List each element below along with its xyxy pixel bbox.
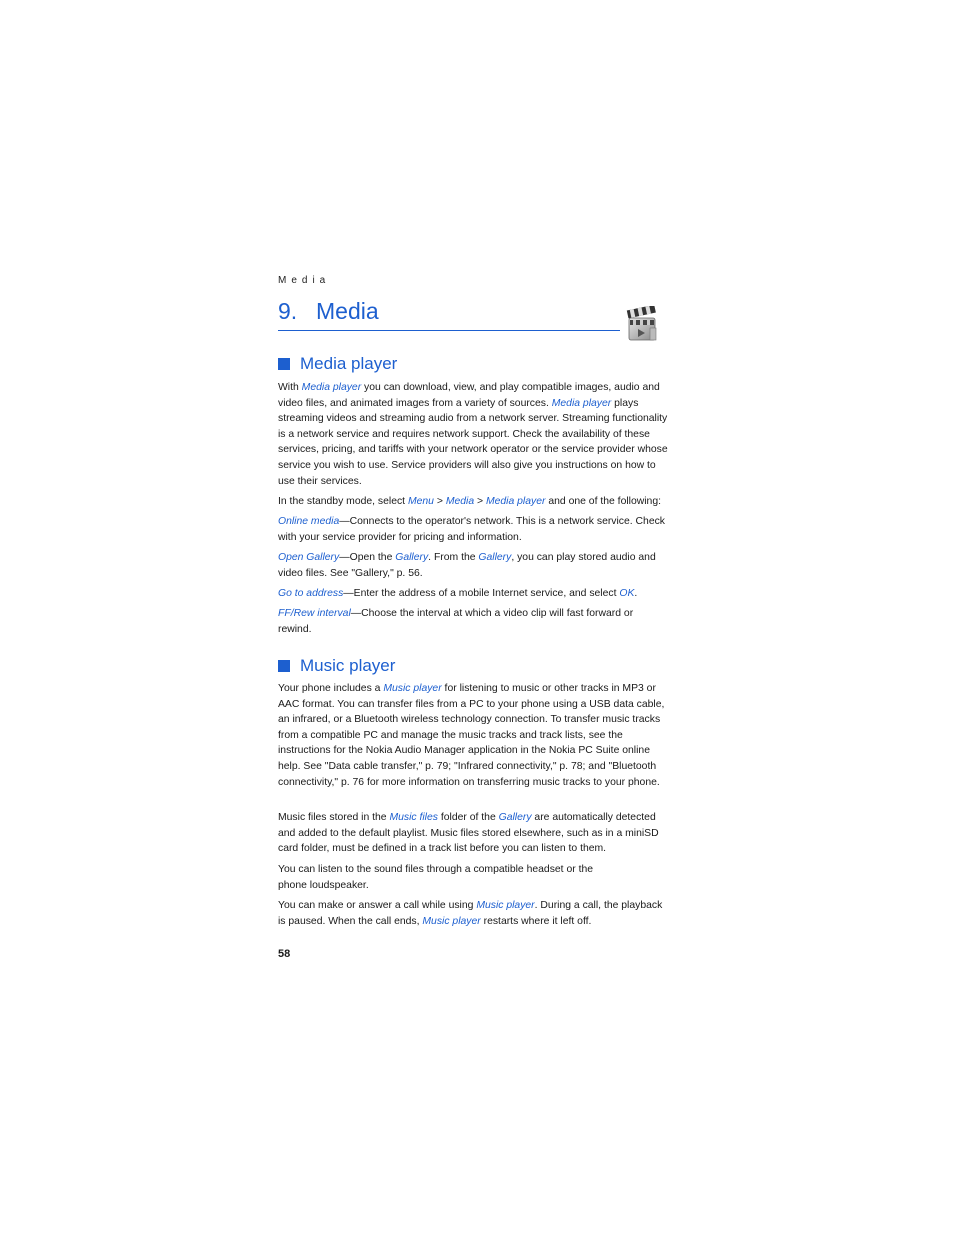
section-heading-media-player [278, 354, 397, 374]
text: are automatically detected and added to the default playlist. Music files stored elsewhere, such as in a miniSD card folder, must be defined in a track list before you can listen to them. [278, 812, 659, 855]
text: —Connects to the operator's network. This is a network service. Check with your service provider for pricing and information. [278, 516, 666, 543]
text: Your phone includes a [278, 683, 384, 694]
text: You can listen to the sound files through a compatible headset or the phone loudspeaker. [278, 864, 594, 891]
go-to-address-term: Go to address [278, 588, 344, 599]
text: > [474, 496, 486, 507]
text: and one of the following: [545, 496, 662, 507]
chapter-title: Media [316, 298, 379, 324]
paragraph-media-player-intro [278, 380, 668, 489]
paragraph-go-to-address [278, 586, 668, 602]
text: —Choose the interval at which a video clip will fast forward or rewind. [278, 608, 634, 635]
text: you can download, view, and play compatible images, audio and video files, and animated images from a variety of sources. [278, 382, 660, 409]
paragraph-open-gallery [278, 550, 668, 581]
text: You can make or answer a call while using [278, 900, 477, 911]
music-player-term: Music player [476, 900, 535, 911]
section-title: Music player [300, 656, 396, 675]
menu-term: Menu [407, 496, 434, 507]
paragraph-online-media [278, 514, 668, 545]
media-player-term: Media player [551, 397, 612, 409]
square-bullet-icon [278, 358, 290, 370]
music-files-term: Music files [389, 812, 438, 823]
running-head: Media [278, 275, 331, 286]
paragraph-standby-select [278, 494, 668, 510]
gallery-term: Gallery [478, 552, 512, 563]
text: > [433, 496, 446, 507]
text: restarts where it left off. [480, 915, 592, 927]
chapter-heading [278, 296, 620, 331]
text: plays streaming videos and streaming audio from a network server. Streaming functionality is a network service and requires network support. Check the availability of these services, pricing, and tariffs with your network operator or the service provider whose service you wish to use. Service providers will also give you instructions on how to use their services. [278, 397, 668, 487]
section-heading-music-player [278, 656, 395, 676]
text: . During a call, the playback is paused. When the call ends, [278, 900, 663, 927]
gallery-term: Gallery [395, 552, 429, 563]
music-player-term: Music player [383, 683, 442, 694]
text: —Enter the address of a mobile Internet service, and select [343, 588, 620, 599]
text: . [634, 588, 638, 599]
media-player-term: Media player [485, 496, 546, 507]
ok-term: OK [619, 588, 635, 599]
text: Music files stored in the [278, 812, 390, 823]
open-gallery-term: Open Gallery [278, 552, 340, 563]
ff-rew-interval-term: FF/Rew interval [278, 608, 351, 619]
text: With [278, 382, 302, 393]
section-title: Media player [300, 354, 398, 373]
text: for listening to music or other tracks in MP3 or AAC format. You can transfer files from a PC to your phone using a USB data cable, an infrared, or a Bluetooth wireless technology connection. To transfer music tracks from a compatible PC and manage the music tracks and track lists, see the instructions for the Nokia Audio Manager application in the Nokia PC Suite online help. See "Data cable transfer," p. 79; "Infrared connectivity," p. 78; and "Bluetooth connectivity," p. 76 for more information on transferring music tracks to your phone. [278, 683, 665, 788]
online-media-term: Online media [278, 516, 340, 527]
text: . From the [428, 552, 479, 563]
text: folder of the [437, 812, 499, 823]
media-player-term: Media player [301, 382, 362, 393]
media-term: Media [445, 496, 475, 507]
paragraph-music-player-intro [278, 681, 668, 790]
paragraph-ff-rew-interval [278, 606, 648, 637]
paragraph-call-while-playing [278, 898, 668, 929]
chapter-number: 9. [278, 298, 298, 324]
paragraph-music-files [278, 810, 668, 857]
text: —Open the [339, 552, 396, 563]
clapperboard-icon [626, 306, 660, 344]
music-player-term: Music player [422, 915, 481, 927]
page-number: 58 [278, 948, 291, 960]
paragraph-headset [278, 862, 618, 893]
text: , you can play stored audio and video files. See "Gallery," p. 56. [278, 552, 656, 579]
gallery-term: Gallery [498, 812, 532, 823]
text: In the standby mode, select [278, 496, 408, 507]
square-bullet-icon [278, 660, 290, 672]
